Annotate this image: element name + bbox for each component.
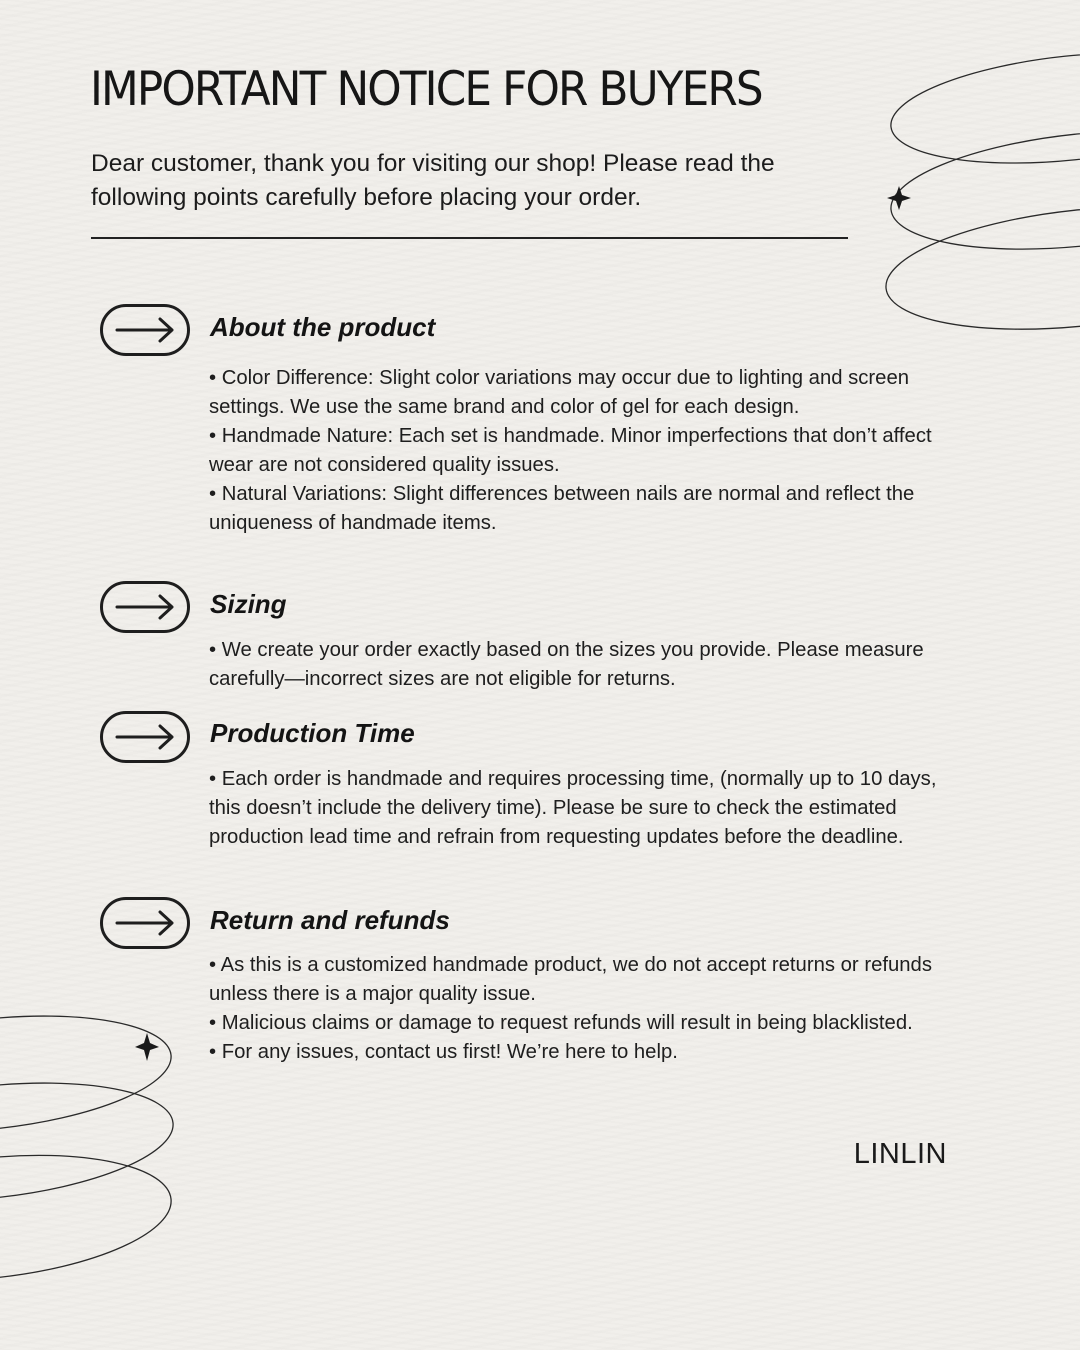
list-item: • Color Difference: Slight color variations may occur due to lighting and screen settings. We use the same brand and color of gel for each design. [209,367,910,418]
sparkle-icon [135,1033,159,1061]
section-body-sizing [209,636,949,694]
list-item: • As this is a customized handmade product, we do not accept returns or refunds unless there is a major quality issue. [209,954,932,1005]
decorative-orbit-rings-top [860,40,1080,340]
section-title-production-time: Production Time [210,718,415,748]
section-body-production-time [209,765,949,852]
arrow-right-icon [100,581,190,633]
sparkle-icon [887,186,911,210]
list-item: • We create your order exactly based on the sizes you provide. Please measure carefully—incorrect sizes are not eligible for returns. [209,639,924,690]
brand-name: LINLIN [853,1138,947,1170]
intro-text: Dear customer, thank you for visiting our shop! Please read the following points carefully before placing your order. [91,150,775,211]
decorative-orbit-rings-bottom [0,1000,200,1300]
list-item: • Malicious claims or damage to request refunds will result in being blacklisted. [209,1012,913,1034]
section-body-return-refunds [209,951,949,1067]
list-item: • Handmade Nature: Each set is handmade. Minor imperfections that don’t affect wear are not considered quality issues. [209,425,932,476]
list-item: • Natural Variations: Slight differences between nails are normal and reflect the uniqueness of handmade items. [209,483,915,534]
divider [91,237,848,239]
section-title-sizing: Sizing [210,589,287,619]
list-item: • For any issues, contact us first! We’re here to help. [209,1041,678,1063]
arrow-right-icon [100,304,190,356]
section-body-about-product [209,364,949,538]
arrow-right-icon [100,711,190,763]
page-title: IMPORTANT NOTICE FOR BUYERS [90,62,762,117]
section-title-return-refunds: Return and refunds [210,905,450,935]
section-title-about-product: About the product [210,312,436,342]
list-item: • Each order is handmade and requires processing time, (normally up to 10 days, this doesn’t include the delivery time). Please be sure to check the estimated production lead time and refrain from requesting updates before the deadline. [209,768,937,848]
arrow-right-icon [100,897,190,949]
